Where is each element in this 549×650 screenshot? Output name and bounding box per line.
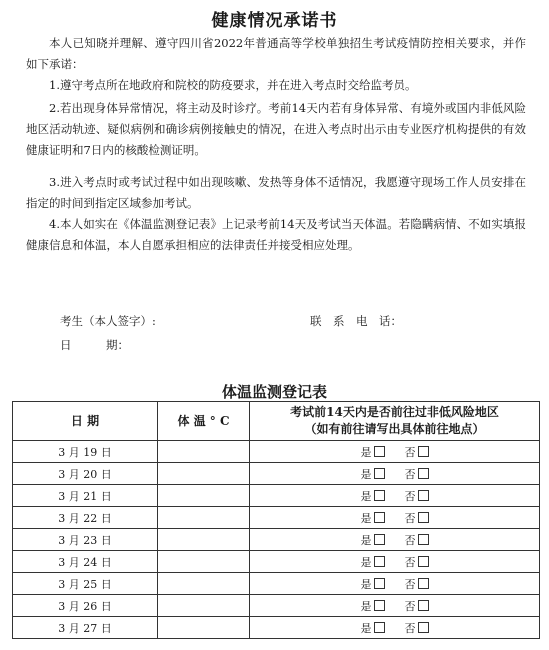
yes-option[interactable] [361, 488, 385, 504]
header-travel [250, 402, 540, 441]
row-temperature-input[interactable] [158, 485, 250, 507]
row-travel-choice [250, 595, 540, 617]
row-date: 3 月 24 日 [13, 551, 158, 573]
table-row [13, 573, 540, 595]
yes-checkbox[interactable] [374, 600, 385, 611]
row-date: 3 月 21 日 [13, 485, 158, 507]
no-option[interactable] [405, 598, 429, 614]
row-travel-choice [250, 485, 540, 507]
header-travel-line1: 考试前14天内是否前往过非低风险地区 [290, 405, 499, 419]
yes-label: 是 [360, 511, 372, 525]
table-row [13, 595, 540, 617]
table-row [13, 507, 540, 529]
table-header-row [13, 402, 540, 441]
row-date: 3 月 25 日 [13, 573, 158, 595]
no-checkbox[interactable] [418, 446, 429, 457]
row-travel-choice [250, 573, 540, 595]
table-title: 体温监测登记表 [221, 383, 327, 401]
table-row [13, 617, 540, 639]
yes-checkbox[interactable] [374, 512, 385, 523]
yes-checkbox[interactable] [374, 622, 385, 633]
row-travel-choice [250, 529, 540, 551]
date-label: 日 期： [60, 338, 129, 352]
no-label: 否 [404, 621, 416, 635]
yes-checkbox[interactable] [374, 446, 385, 457]
row-temperature-input[interactable] [158, 507, 250, 529]
row-travel-choice [250, 507, 540, 529]
phone-label: 联 系 电 话： [310, 314, 402, 328]
row-date: 3 月 26 日 [13, 595, 158, 617]
row-date: 3 月 27 日 [13, 617, 158, 639]
row-temperature-input[interactable] [158, 551, 250, 573]
yes-label: 是 [360, 445, 372, 459]
no-option[interactable] [405, 576, 429, 592]
row-temperature-input[interactable] [158, 573, 250, 595]
yes-option[interactable] [361, 576, 385, 592]
no-label: 否 [404, 533, 416, 547]
yes-checkbox[interactable] [374, 468, 385, 479]
yes-label: 是 [360, 577, 372, 591]
no-option[interactable] [405, 532, 429, 548]
yes-option[interactable] [361, 466, 385, 482]
yes-label: 是 [360, 599, 372, 613]
yes-option[interactable] [361, 554, 385, 570]
row-temperature-input[interactable] [158, 463, 250, 485]
yes-option[interactable] [361, 510, 385, 526]
yes-label: 是 [360, 621, 372, 635]
yes-checkbox[interactable] [374, 556, 385, 567]
no-option[interactable] [405, 466, 429, 482]
yes-label: 是 [360, 467, 372, 481]
yes-checkbox[interactable] [374, 534, 385, 545]
no-option[interactable] [405, 444, 429, 460]
yes-label: 是 [360, 489, 372, 503]
no-option[interactable] [405, 554, 429, 570]
no-option[interactable] [405, 620, 429, 636]
no-label: 否 [404, 467, 416, 481]
no-checkbox[interactable] [418, 578, 429, 589]
yes-option[interactable] [361, 444, 385, 460]
header-temperature: 体 温 ° C [158, 402, 250, 441]
row-date: 3 月 23 日 [13, 529, 158, 551]
row-travel-choice [250, 551, 540, 573]
table-row [13, 551, 540, 573]
signature-label: 考生（本人签字）: [60, 314, 156, 328]
temperature-table [12, 401, 540, 639]
row-temperature-input[interactable] [158, 441, 250, 463]
header-travel-line2: （如有前往请写出具体前往地点） [304, 422, 485, 436]
commitment-item-2: 2.若出现身体异常情况，将主动及时诊疗。考前14天内若有身体异常、有境外或国内非低风险地区活动轨迹、疑似病例和确诊病例接触史的情况，在进入考点时出示由专业医疗机构提供的有效健康证明和7日内的核酸检测证明。 [26, 101, 526, 157]
row-travel-choice [250, 441, 540, 463]
table-row [13, 529, 540, 551]
no-checkbox[interactable] [418, 600, 429, 611]
intro-paragraph: 本人已知晓并理解、遵守四川省2022年普通高等学校单独招生考试疫情防控相关要求，并作如下承诺： [26, 36, 526, 71]
header-date: 日 期 [13, 402, 158, 441]
no-label: 否 [404, 445, 416, 459]
no-checkbox[interactable] [418, 622, 429, 633]
no-label: 否 [404, 555, 416, 569]
no-checkbox[interactable] [418, 490, 429, 501]
commitment-item-4: 4.本人如实在《体温监测登记表》上记录考前14天及考试当天体温。若隐瞒病情、不如实填报健康信息和体温，本人自愿承担相应的法律责任并接受相应处理。 [26, 217, 526, 252]
document-title: 健康情况承诺书 [211, 11, 338, 31]
commitment-item-1: 1.遵守考点所在地政府和院校的防疫要求，并在进入考点时交给监考员。 [49, 78, 417, 92]
no-label: 否 [404, 511, 416, 525]
table-row [13, 441, 540, 463]
no-option[interactable] [405, 510, 429, 526]
row-travel-choice [250, 463, 540, 485]
no-checkbox[interactable] [418, 512, 429, 523]
row-temperature-input[interactable] [158, 529, 250, 551]
yes-option[interactable] [361, 620, 385, 636]
yes-checkbox[interactable] [374, 490, 385, 501]
yes-option[interactable] [361, 598, 385, 614]
row-date: 3 月 20 日 [13, 463, 158, 485]
row-travel-choice [250, 617, 540, 639]
no-checkbox[interactable] [418, 534, 429, 545]
no-checkbox[interactable] [418, 556, 429, 567]
row-temperature-input[interactable] [158, 617, 250, 639]
no-label: 否 [404, 489, 416, 503]
yes-option[interactable] [361, 532, 385, 548]
row-date: 3 月 22 日 [13, 507, 158, 529]
no-label: 否 [404, 577, 416, 591]
yes-label: 是 [360, 533, 372, 547]
no-option[interactable] [405, 488, 429, 504]
row-date: 3 月 19 日 [13, 441, 158, 463]
table-row [13, 463, 540, 485]
yes-checkbox[interactable] [374, 578, 385, 589]
no-checkbox[interactable] [418, 468, 429, 479]
no-label: 否 [404, 599, 416, 613]
commitment-item-3: 3.进入考点时或考试过程中如出现咳嗽、发热等身体不适情况，我愿遵守现场工作人员安排在指定的时间到指定区域参加考试。 [26, 175, 526, 210]
table-row [13, 485, 540, 507]
yes-label: 是 [360, 555, 372, 569]
row-temperature-input[interactable] [158, 595, 250, 617]
